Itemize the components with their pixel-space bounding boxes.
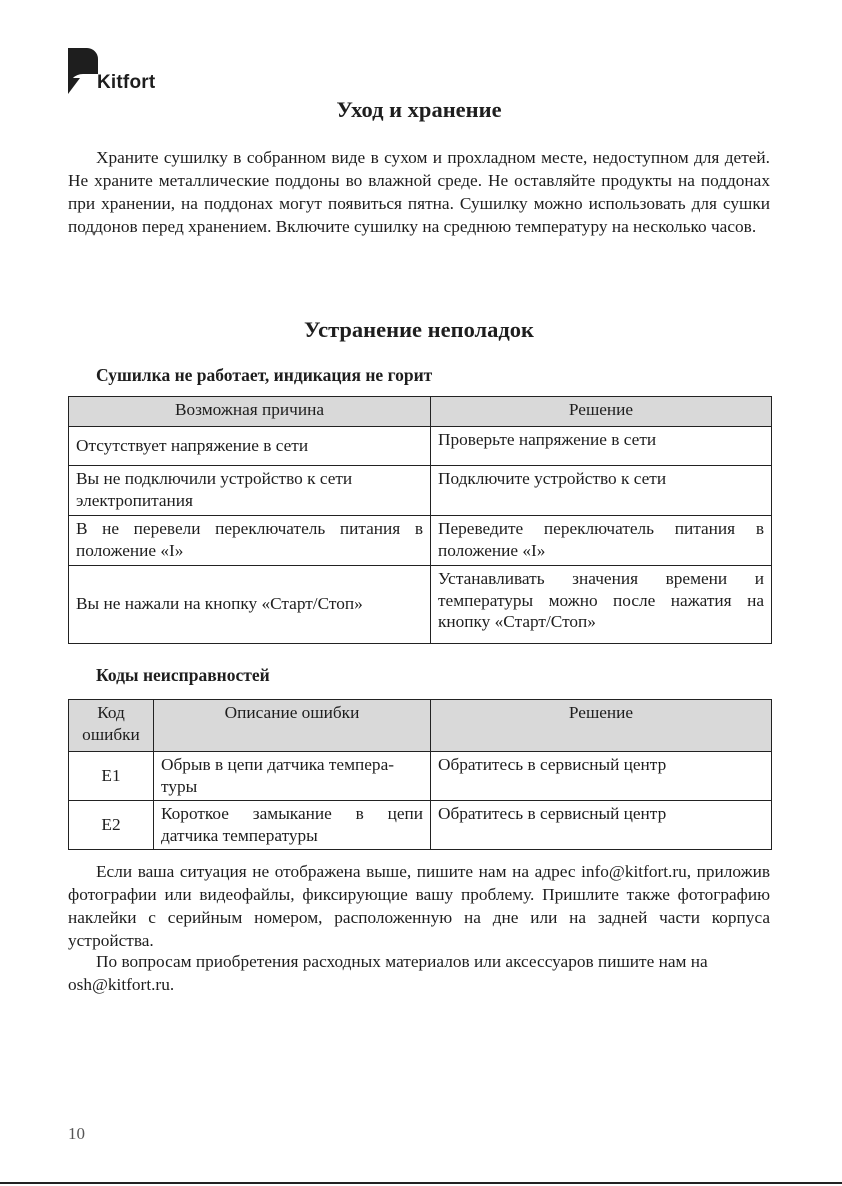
cause-cell: Вы не подключили устройство к сети электропитания — [69, 466, 431, 516]
table-header-description: Описание ошибки — [154, 700, 431, 752]
error-solution-cell: Обратитесь в сервисный центр — [431, 801, 772, 850]
error-description-cell: Обрыв в цепи датчика темпера-туры — [154, 752, 431, 801]
error-solution-cell: Обратитесь в сервисный центр — [431, 752, 772, 801]
solution-cell: Подключите устройство к сети — [431, 466, 772, 516]
kitfort-logo-text: Kitfort — [97, 72, 156, 93]
solution-cell: Устанавливать значения времени и температуры можно после нажатия на кнопку «Старт/Стоп» — [431, 566, 772, 644]
no-power-table — [68, 396, 772, 644]
table-row — [69, 466, 772, 516]
page-number: 10 — [68, 1124, 85, 1143]
table-row — [69, 427, 772, 466]
care-title: Уход и хранение — [336, 97, 502, 122]
contact-paragraph: Если ваша ситуация не отображена выше, пишите нам на адрес info@kitfort.ru, приложив фотографии или видеофайлы, фиксирующие вашу проблему. Пришлите также фотографию наклейки с серийным номером, расположенную на дне или на задней части корпуса устройства. — [68, 862, 770, 950]
cause-cell: Отсутствует напряжение в сети — [69, 427, 431, 466]
troubleshooting-title: Устранение неполадок — [304, 317, 534, 342]
table-header-solution: Решение — [431, 700, 772, 752]
care-paragraph: Храните сушилку в собранном виде в сухом и прохладном месте, недоступном для детей. Не храните металлические поддоны во влажной среде. Не оставляйте продукты на поддонах при хранении, на поддонах могут появиться пятна. Сушилку можно использовать для сушки поддонов перед хранением. Включите сушилку на среднюю температуру на несколько часов. — [68, 148, 770, 236]
solution-cell: Переведите переключатель питания в положение «I» — [431, 516, 772, 566]
error-codes-table — [68, 699, 772, 850]
table-row — [69, 752, 772, 801]
error-codes-heading: Коды неисправностей — [96, 665, 270, 685]
table-row — [69, 566, 772, 644]
accessories-paragraph: По вопросам приобретения расходных материалов или аксессуаров пишите нам на osh@kitfort.ru. — [68, 952, 708, 994]
error-description-cell: Короткое замыкание в цепи датчика температуры — [154, 801, 431, 850]
table-header-solution: Решение — [431, 397, 772, 427]
kitfort-logo-mark-icon — [68, 48, 98, 96]
solution-cell: Проверьте напряжение в сети — [431, 427, 772, 466]
no-power-heading: Сушилка не работает, индикация не горит — [96, 365, 433, 385]
table-header-code: Код ошибки — [69, 700, 154, 752]
kitfort-logo — [68, 48, 168, 98]
table-header-cause: Возможная причина — [69, 397, 431, 427]
cause-cell: Вы не нажали на кнопку «Старт/Стоп» — [69, 566, 431, 644]
table-row — [69, 516, 772, 566]
cause-cell: В не перевели переключатель питания в положение «I» — [69, 516, 431, 566]
table-row — [69, 801, 772, 850]
bottom-rule — [0, 1182, 842, 1184]
error-code-cell: E2 — [69, 801, 154, 850]
error-code-cell: E1 — [69, 752, 154, 801]
